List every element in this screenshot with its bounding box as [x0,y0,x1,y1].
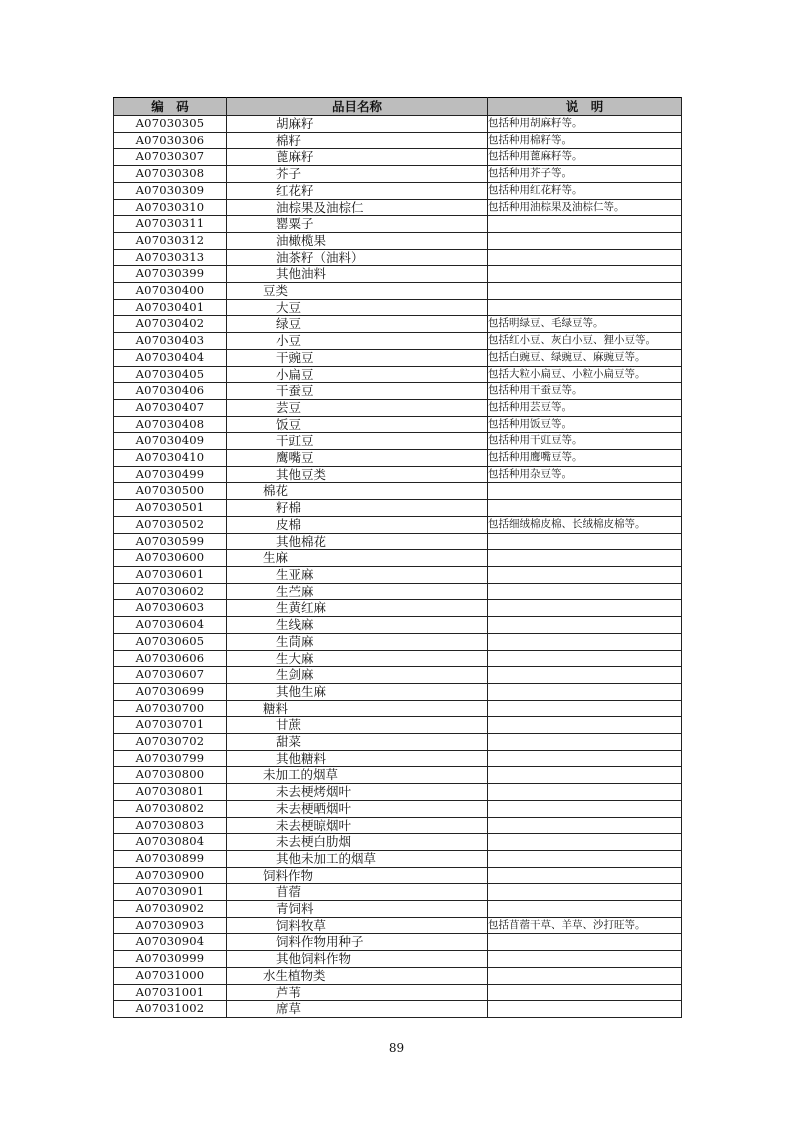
item-name: 芥子 [227,166,488,183]
table-row [114,399,682,416]
item-name: 饲料作物用种子 [227,934,488,951]
table-row [114,600,682,617]
item-name: 糖料 [227,700,488,717]
item-description: 包括红小豆、灰白小豆、狸小豆等。 [488,333,682,350]
item-code: A07030403 [114,333,227,350]
item-description [488,1001,682,1018]
item-code: A07030899 [114,850,227,867]
item-name: 油棕果及油棕仁 [227,199,488,216]
item-description: 包括种用饭豆等。 [488,416,682,433]
item-name: 生剑麻 [227,667,488,684]
item-description: 包括细绒棉皮棉、长绒棉皮棉等。 [488,516,682,533]
item-name: 蓖麻籽 [227,149,488,166]
table-row [114,366,682,383]
table-row [114,734,682,751]
item-description [488,700,682,717]
item-code: A07030407 [114,399,227,416]
item-description: 包括明绿豆、毛绿豆等。 [488,316,682,333]
table-row [114,917,682,934]
item-description [488,817,682,834]
item-description [488,232,682,249]
table-row [114,934,682,951]
table-row [114,884,682,901]
item-code: A07030500 [114,483,227,500]
item-name: 未去梗白肋烟 [227,834,488,851]
table-row [114,683,682,700]
header-code: 编 码 [114,98,227,116]
item-name: 芦苇 [227,984,488,1001]
item-code: A07030999 [114,951,227,968]
item-code: A07030802 [114,800,227,817]
table-row [114,717,682,734]
table-row [114,249,682,266]
item-name: 其他棉花 [227,533,488,550]
table-row [114,416,682,433]
table-header [114,98,682,116]
item-description [488,984,682,1001]
item-code: A07030499 [114,466,227,483]
item-code: A07030902 [114,901,227,918]
item-code: A07030408 [114,416,227,433]
item-code: A07030309 [114,182,227,199]
item-name: 绿豆 [227,316,488,333]
item-description [488,283,682,300]
item-code: A07030804 [114,834,227,851]
table-row [114,116,682,133]
item-description: 包括苜蓿干草、羊草、沙打旺等。 [488,917,682,934]
table-row [114,132,682,149]
item-name: 干蚕豆 [227,383,488,400]
item-description: 包括种用鹰嘴豆等。 [488,450,682,467]
item-code: A07030311 [114,216,227,233]
item-name: 饲料牧草 [227,917,488,934]
item-code: A07030402 [114,316,227,333]
table-row [114,383,682,400]
table-row [114,784,682,801]
item-name: 水生植物类 [227,967,488,984]
item-code: A07030604 [114,617,227,634]
item-name: 其他油料 [227,266,488,283]
item-description [488,867,682,884]
item-description [488,834,682,851]
item-description [488,734,682,751]
item-code: A07030602 [114,583,227,600]
item-name: 其他糖料 [227,750,488,767]
table-body [114,116,682,1018]
table-row [114,266,682,283]
item-code: A07030502 [114,516,227,533]
table-row [114,583,682,600]
item-name: 棉籽 [227,132,488,149]
item-code: A07031001 [114,984,227,1001]
item-code: A07030404 [114,349,227,366]
table-row [114,667,682,684]
item-description [488,967,682,984]
item-name: 干豇豆 [227,433,488,450]
item-description: 包括种用干豇豆等。 [488,433,682,450]
item-description [488,299,682,316]
table-row [114,299,682,316]
item-name: 胡麻籽 [227,116,488,133]
item-code: A07030410 [114,450,227,467]
item-code: A07030405 [114,366,227,383]
item-description [488,750,682,767]
item-name: 生茼麻 [227,633,488,650]
item-name: 其他生麻 [227,683,488,700]
item-description [488,583,682,600]
table-row [114,834,682,851]
item-name: 生线麻 [227,617,488,634]
item-code: A07030601 [114,566,227,583]
item-description: 包括大粒小扁豆、小粒小扁豆等。 [488,366,682,383]
item-description [488,934,682,951]
item-code: A07030306 [114,132,227,149]
item-code: A07030606 [114,650,227,667]
item-code: A07030308 [114,166,227,183]
item-name: 生黄红麻 [227,600,488,617]
table-row [114,984,682,1001]
item-description [488,901,682,918]
item-code: A07030501 [114,500,227,517]
item-name: 未去梗烤烟叶 [227,784,488,801]
table-row [114,550,682,567]
item-code: A07030401 [114,299,227,316]
item-description [488,850,682,867]
item-code: A07031000 [114,967,227,984]
item-code: A07030305 [114,116,227,133]
table-row [114,232,682,249]
item-description [488,500,682,517]
item-name: 籽棉 [227,500,488,517]
header-row [114,98,682,116]
item-name: 饲料作物 [227,867,488,884]
item-name: 苜蓿 [227,884,488,901]
table-row [114,433,682,450]
item-name: 青饲料 [227,901,488,918]
item-description [488,600,682,617]
item-code: A07030406 [114,383,227,400]
table-row [114,867,682,884]
item-description [488,550,682,567]
table-row [114,333,682,350]
item-description [488,784,682,801]
item-description: 包括种用棉籽等。 [488,132,682,149]
table-row [114,316,682,333]
table-row [114,650,682,667]
item-name: 饭豆 [227,416,488,433]
item-code: A07030409 [114,433,227,450]
table-row [114,967,682,984]
item-name: 未去梗晒烟叶 [227,800,488,817]
table-row [114,850,682,867]
item-description: 包括种用油棕果及油棕仁等。 [488,199,682,216]
item-name: 其他豆类 [227,466,488,483]
table-row [114,633,682,650]
table-row [114,800,682,817]
item-code: A07030600 [114,550,227,567]
item-name: 甜菜 [227,734,488,751]
item-name: 红花籽 [227,182,488,199]
table-row [114,700,682,717]
item-code: A07030801 [114,784,227,801]
table-row [114,466,682,483]
table-row [114,166,682,183]
table-row [114,817,682,834]
table-row [114,283,682,300]
item-name: 大豆 [227,299,488,316]
table-row [114,182,682,199]
item-description: 包括种用杂豆等。 [488,466,682,483]
table-row [114,951,682,968]
item-description: 包括种用芸豆等。 [488,399,682,416]
item-description [488,249,682,266]
table-row [114,750,682,767]
item-description [488,566,682,583]
item-name: 油茶籽（油料） [227,249,488,266]
item-code: A07030903 [114,917,227,934]
item-name: 生苎麻 [227,583,488,600]
item-description [488,717,682,734]
item-name: 油橄榄果 [227,232,488,249]
item-name: 鹰嘴豆 [227,450,488,467]
item-code: A07030700 [114,700,227,717]
item-description: 包括白豌豆、绿豌豆、麻豌豆等。 [488,349,682,366]
item-code: A07030313 [114,249,227,266]
item-code: A07030605 [114,633,227,650]
item-description: 包括种用蓖麻籽等。 [488,149,682,166]
table-row [114,450,682,467]
item-code: A07030607 [114,667,227,684]
item-name: 甘蔗 [227,717,488,734]
item-code: A07030307 [114,149,227,166]
item-name: 未加工的烟草 [227,767,488,784]
header-desc: 说 明 [488,98,682,116]
item-code: A07031002 [114,1001,227,1018]
item-name: 皮棉 [227,516,488,533]
table-row [114,617,682,634]
item-description [488,633,682,650]
item-code: A07030310 [114,199,227,216]
table-row [114,1001,682,1018]
table-row [114,901,682,918]
table-row [114,533,682,550]
item-code: A07030799 [114,750,227,767]
item-code: A07030904 [114,934,227,951]
item-name: 小豆 [227,333,488,350]
item-description [488,683,682,700]
item-name: 其他饲料作物 [227,951,488,968]
item-description [488,533,682,550]
item-description [488,767,682,784]
item-code: A07030800 [114,767,227,784]
header-name: 品目名称 [227,98,488,116]
catalog-table [113,97,682,1018]
item-description [488,216,682,233]
item-description: 包括种用红花籽等。 [488,182,682,199]
item-name: 棉花 [227,483,488,500]
table-row [114,500,682,517]
item-code: A07030312 [114,232,227,249]
item-name: 干豌豆 [227,349,488,366]
item-description [488,667,682,684]
item-description [488,951,682,968]
item-code: A07030699 [114,683,227,700]
item-description: 包括种用芥子等。 [488,166,682,183]
item-description: 包括种用干蚕豆等。 [488,383,682,400]
table-row [114,516,682,533]
item-description [488,884,682,901]
item-description [488,266,682,283]
item-name: 芸豆 [227,399,488,416]
item-name: 生麻 [227,550,488,567]
item-description [488,800,682,817]
item-code: A07030900 [114,867,227,884]
item-name: 豆类 [227,283,488,300]
item-code: A07030399 [114,266,227,283]
table-row [114,149,682,166]
table-row [114,767,682,784]
table-row [114,349,682,366]
item-name: 小扁豆 [227,366,488,383]
item-code: A07030599 [114,533,227,550]
table-row [114,216,682,233]
table-row [114,566,682,583]
item-code: A07030702 [114,734,227,751]
item-description [488,617,682,634]
item-code: A07030400 [114,283,227,300]
item-code: A07030803 [114,817,227,834]
item-description [488,483,682,500]
item-name: 生大麻 [227,650,488,667]
item-description [488,650,682,667]
table-row [114,483,682,500]
item-name: 未去梗晾烟叶 [227,817,488,834]
item-name: 席草 [227,1001,488,1018]
item-name: 罂粟子 [227,216,488,233]
item-code: A07030901 [114,884,227,901]
item-name: 其他未加工的烟草 [227,850,488,867]
item-description: 包括种用胡麻籽等。 [488,116,682,133]
item-name: 生亚麻 [227,566,488,583]
table-row [114,199,682,216]
item-code: A07030603 [114,600,227,617]
item-code: A07030701 [114,717,227,734]
page-number: 89 [388,1041,405,1055]
